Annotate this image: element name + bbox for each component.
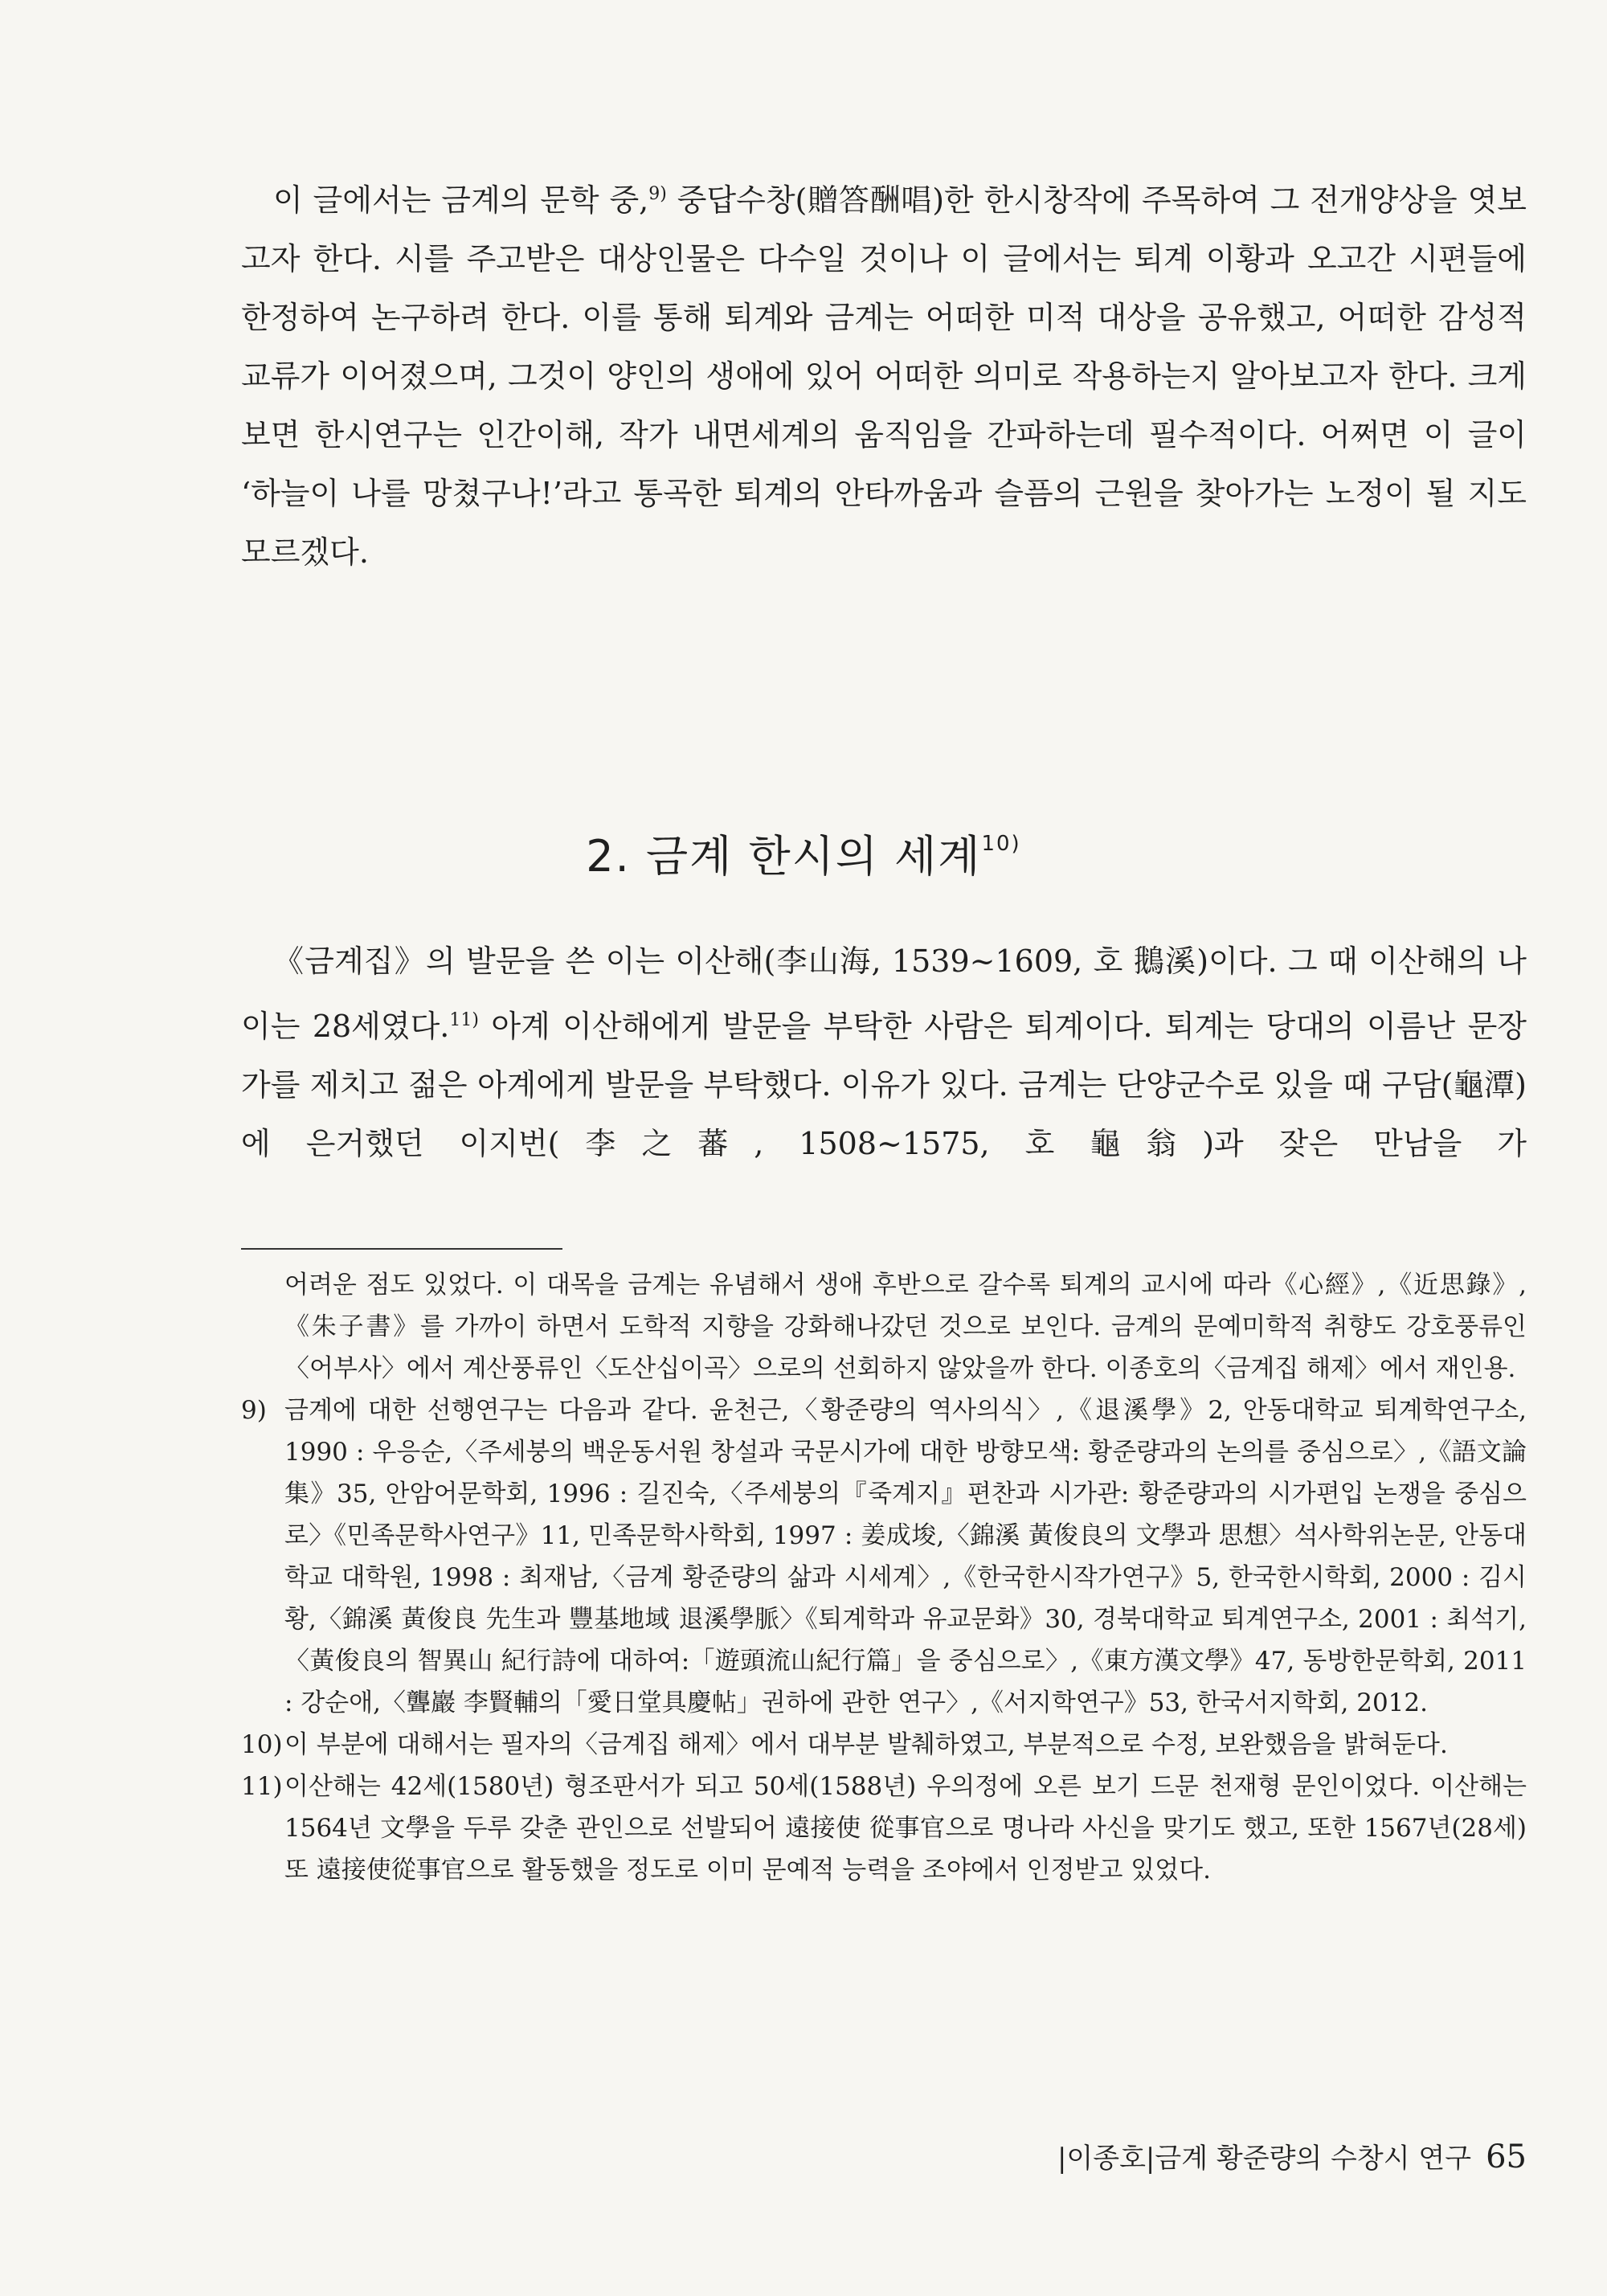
intro-text [241, 165, 1527, 582]
footnote-9 [241, 1389, 1527, 1724]
footnote-number: 11) [241, 1772, 283, 1801]
footnote-number: 9) [241, 1396, 267, 1425]
section-text-rest: 아계 이산해에게 발문을 부탁한 사람은 퇴계이다. 퇴계는 당대의 이름난 문장가를 제치고 젊은 아계에게 발문을 부탁했다. 이유가 있다. 금계는 단양군수로 있을 때 구담(龜潭)에 은거했던 이지번(李之蕃, 1508∼1575, 호 龜翁)과 잦은 만남을 가 [241, 1009, 1527, 1161]
intro-text-start: 이 글에서는 금계의 문학 중, [273, 182, 649, 218]
footnote-text: 이 부분에 대해서는 필자의〈금계집 해제〉에서 대부분 발췌하였고, 부분적으로 수정, 보완했음을 밝혀둔다. [284, 1730, 1448, 1759]
footnote-ref-10[interactable]: 10) [981, 832, 1021, 856]
section-text-start: 《금계집》의 발문을 쓴 이는 이산해(李山海, 1539~1609, 호 鵝溪)이다. 그 때 이산해의 나이는 28세였다. [241, 943, 1527, 1044]
footnote-continuation: 어려운 점도 있었다. 이 대목을 금계는 유념해서 생애 후반으로 갈수록 퇴계의 교시에 따라《心經》,《近思錄》,《朱子書》를 가까이 하면서 도학적 지향을 강화해나갔던 것으로 보인다. 금계의 문예미학적 취향도 강호풍류인〈어부사〉에서 계산풍류인〈도산십이곡〉으로의 선회하지 않았을까 한다. 이종호의〈금계집 해제〉에서 재인용. [284, 1271, 1527, 1383]
footnote-ref-9[interactable]: 9) [648, 184, 667, 204]
footnote-text: 금계에 대한 선행연구는 다음과 같다. 윤천근,〈황준량의 역사의식〉,《退溪學》2, 안동대학교 퇴계학연구소, 1990 : 우응순,〈주세붕의 백운동서원 창설과 국문시가에 대한 방향모색: 황준량과의 논의를 중심으로〉,《語文論集》35, 안암어문학회, 1996 : 길진숙,〈주세붕의『죽계지』편찬과 시가관: 황준량과의 시가편입 논쟁을 중심으로〉《민족문학사연구》11, 민족문학사학회, 1997 : 姜成埈,〈錦溪 黃俊良의 文學과 思想〉석사학위논문, 안동대학교 대학원, 1998 : 최재남,〈금계 황준량의 삶과 시세계〉,《한국한시작가연구》5, 한국한시학회, 2000 : 김시황,〈錦溪 黃俊良 先生과 豐基地域 退溪學脈〉《퇴계학과 유교문화》30, 경북대학교 퇴계연구소, 2001 : 최석기,〈黃俊良의 智異山 紀行詩에 대하여:「遊頭流山紀行篇」을 중심으로〉,《東方漢文學》47, 동방한문학회, 2011 : 강순애,〈聾巖 李賢輔의「愛日堂具慶帖」권하에 관한 연구〉,《서지학연구》53, 한국서지학회, 2012. [284, 1396, 1527, 1717]
footnote-10 [241, 1724, 1527, 1766]
section-title: 2. 금계 한시의 세계 [586, 831, 982, 882]
footnote-11 [241, 1766, 1527, 1891]
footnote-number: 10) [241, 1730, 283, 1759]
section-heading [0, 822, 1607, 884]
page-footer [1057, 2136, 1527, 2175]
intro-paragraph [241, 165, 1527, 582]
intro-text-rest: 중답수창(贈答酬唱)한 한시창작에 주목하여 그 전개양상을 엿보고자 한다. 시를 주고받은 대상인물은 다수일 것이나 이 글에서는 퇴계 이황과 오고간 시편들에 한정하여 논구하려 한다. 이를 통해 퇴계와 금계는 어떠한 미적 대상을 공유했고, 어떠한 감성적 교류가 이어졌으며, 그것이 양인의 생애에 있어 어떠한 의미로 작용하는지 알아보고자 한다. 크게 보면 한시연구는 인간이해, 작가 내면세계의 움직임을 간파하는데 필수적이다. 어쩌면 이 글이 ‘하늘이 나를 망쳤구나!’라고 통곡한 퇴계의 안타까움과 슬픔의 근원을 찾아가는 노정이 될 지도 모르겠다. [241, 182, 1527, 570]
section-paragraph [241, 932, 1527, 1173]
footnote-ref-11[interactable]: 11) [449, 1010, 479, 1030]
footnote-divider [241, 1248, 562, 1250]
footnotes [241, 1264, 1527, 1891]
page-number: 65 [1486, 2138, 1527, 2175]
footnote-text: 이산해는 42세(1580년) 형조판서가 되고 50세(1588년) 우의정에 오른 보기 드문 천재형 문인이었다. 이산해는 1564년 文學을 두루 갖춘 관인으로 선발되어 遠接使 從事官으로 명나라 사신을 맞기도 했고, 또한 1567년(28세) 또 遠接使從事官으로 활동했을 정도로 이미 문예적 능력을 조야에서 인정받고 있었다. [284, 1772, 1527, 1885]
section-text [241, 932, 1527, 1173]
running-title: |이종호|금계 황준량의 수창시 연구 [1057, 2143, 1472, 2175]
